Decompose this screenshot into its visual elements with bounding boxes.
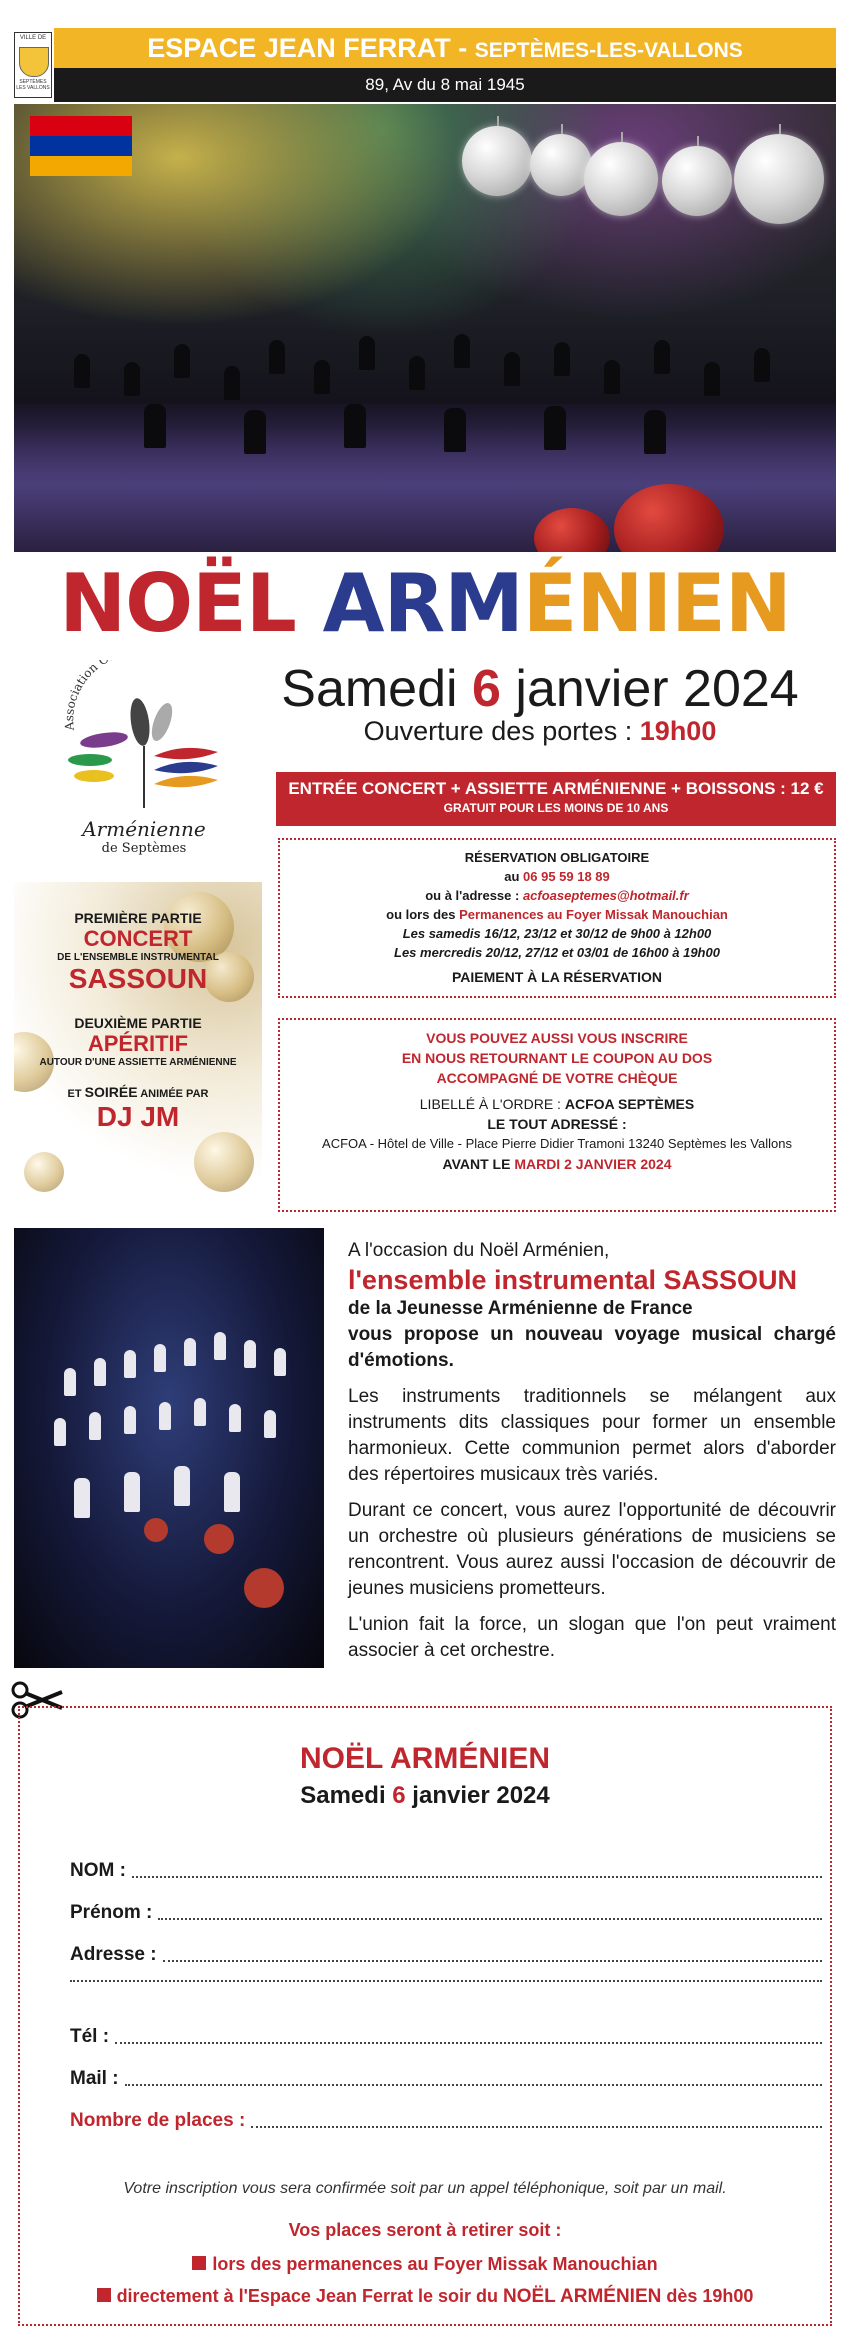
- part1-name: SASSOUN: [68, 963, 208, 994]
- flag-stripe-red: [30, 116, 132, 136]
- article-lead: vous propose un nouveau voyage musical chargé d'émotions.: [348, 1324, 836, 1371]
- pickup-option-2: [20, 2286, 830, 2308]
- adresse-field[interactable]: [70, 1944, 822, 1966]
- nom-field[interactable]: [70, 1860, 822, 1882]
- part3-line: [14, 1084, 262, 1100]
- pickup2-prefix: directement à l'Espace Jean Ferrat le soir du: [116, 2286, 503, 2306]
- event-title: [14, 557, 836, 650]
- ensemble-photo: [14, 1228, 324, 1668]
- silver-ornament-icon: [530, 134, 592, 196]
- confirmation-note: Votre inscription vous sera confirmée soit par un appel téléphonique, soit par un mail.: [123, 2180, 727, 2197]
- performer-silhouette: [224, 1472, 240, 1512]
- article-intro: A l'occasion du Noël Arménien,: [348, 1240, 610, 1261]
- bullet-square-icon: [192, 2256, 206, 2270]
- silver-ornament-icon: [662, 146, 732, 216]
- performer-silhouette: [124, 1472, 140, 1512]
- adresse-line[interactable]: [163, 1960, 822, 1962]
- doors-label: Ouverture des portes :: [363, 716, 640, 746]
- prenom-field[interactable]: [70, 1902, 822, 1924]
- email-prefix: ou à l'adresse :: [425, 888, 523, 903]
- inscription-line2: EN NOUS RETOURNANT LE COUPON AU DOS: [401, 1050, 713, 1066]
- nom-label: NOM :: [70, 1860, 126, 1881]
- bullet-square-icon: [97, 2288, 111, 2302]
- silver-ornament-icon: [734, 134, 824, 224]
- pickup-title: Vos places seront à retirer soit :: [288, 2220, 562, 2240]
- musician-silhouette: [409, 356, 425, 390]
- adresse-field-2[interactable]: [70, 1980, 822, 1986]
- reservation-email[interactable]: acfoaseptemes@hotmail.fr: [522, 888, 689, 903]
- part1-title: CONCERT: [83, 926, 193, 951]
- reservation-phone-line: [280, 867, 834, 886]
- musician-silhouette: [344, 404, 366, 448]
- order-line: [280, 1094, 834, 1114]
- gold-ornament-icon: [24, 1152, 64, 1192]
- association-logo: [44, 660, 244, 870]
- performer-silhouette: [89, 1412, 101, 1440]
- order-label: LIBELLÉ À L'ORDRE :: [419, 1096, 565, 1112]
- adresse-label: Adresse :: [70, 1944, 157, 1965]
- association-place: de Septèmes: [101, 841, 187, 856]
- tel-field[interactable]: [70, 2026, 822, 2048]
- musician-silhouette: [604, 360, 620, 394]
- program-panel: [14, 882, 262, 1208]
- silver-ornament-icon: [584, 142, 658, 216]
- header-title-bar: [54, 28, 836, 68]
- association-emblem-icon: [44, 660, 244, 810]
- musician-silhouette: [174, 344, 190, 378]
- performer-silhouette: [154, 1344, 166, 1372]
- musician-silhouette: [704, 362, 720, 396]
- reservation-saturdays: Les samedis 16/12, 23/12 et 30/12 de 9h00 à 12h00: [402, 926, 712, 941]
- deadline-date: MARDI 2 JANVIER 2024: [514, 1156, 672, 1172]
- gold-ornament-icon: [194, 1132, 254, 1192]
- inscription-line1: VOUS POUVEZ AUSSI VOUS INSCRIRE: [426, 1030, 688, 1046]
- musician-silhouette: [224, 366, 240, 400]
- part2-label: DEUXIÈME PARTIE: [74, 1015, 202, 1031]
- reservation-box: [278, 838, 836, 998]
- coat-of-arms-icon: [19, 47, 49, 77]
- town-logo: [14, 32, 52, 98]
- pickup-option-1: [20, 2254, 830, 2275]
- logo-text-bottom: SEPTÈMES LES VALLONS: [16, 79, 50, 91]
- adresse-line-2[interactable]: [70, 1980, 822, 1982]
- performer-silhouette: [74, 1478, 90, 1518]
- performer-silhouette: [54, 1418, 66, 1446]
- inscription-line3: ACCOMPAGNÉ DE VOTRE CHÈQUE: [436, 1070, 678, 1086]
- armenian-flag-icon: [30, 116, 132, 176]
- coupon-title: NOËL ARMÉNIEN: [299, 1742, 551, 1775]
- doors-time: 19h00: [639, 716, 717, 746]
- reservation-payment: PAIEMENT À LA RÉSERVATION: [451, 969, 662, 985]
- perm-prefix: ou lors des: [386, 907, 460, 922]
- musician-silhouette: [144, 404, 166, 448]
- coupon-date: [20, 1782, 830, 1810]
- association-name: Arménienne: [82, 817, 206, 841]
- city-name: SEPTÈMES-LES-VALLONS: [474, 39, 743, 62]
- places-label: Nombre de places :: [70, 2110, 246, 2131]
- article-paragraph-3: L'union fait la force, un slogan que l'on peut vraiment associer à cet orchestre.: [348, 1614, 836, 1661]
- coupon-date-prefix: Samedi: [300, 1782, 393, 1809]
- header-address-bar: [54, 68, 836, 102]
- performer-silhouette: [124, 1406, 136, 1434]
- performer-silhouette: [229, 1404, 241, 1432]
- tel-label: Tél :: [70, 2026, 110, 2047]
- registration-coupon: [18, 1706, 832, 2326]
- musician-silhouette: [269, 340, 285, 374]
- entry-free-note: GRATUIT POUR LES MOINS DE 10 ANS: [443, 801, 669, 815]
- musician-silhouette: [654, 340, 670, 374]
- pickup1-text: lors des permanences au Foyer Missak Manouchian: [212, 2254, 658, 2274]
- performer-silhouette: [64, 1368, 76, 1396]
- coupon-date-suffix: janvier 2024: [405, 1782, 550, 1809]
- musician-silhouette: [644, 410, 666, 454]
- orchestra-photo: [14, 104, 836, 552]
- silver-ornament-icon: [462, 126, 532, 196]
- musician-silhouette: [454, 334, 470, 368]
- places-field[interactable]: [70, 2110, 822, 2132]
- reservation-wednesdays: Les mercredis 20/12, 27/12 et 03/01 de 16h00 à 19h00: [394, 945, 720, 960]
- musician-silhouette: [444, 408, 466, 452]
- deadline-prefix: AVANT LE: [442, 1156, 515, 1172]
- header-title: [54, 28, 836, 73]
- performer-silhouette: [124, 1350, 136, 1378]
- pickup2-suffix: dès 19h00: [661, 2286, 754, 2306]
- article-paragraph-2: Durant ce concert, vous aurez l'opportunité de découvrir un orchestre où plusieurs générations de musiciens se rencontrent. Vous aurez aussi l'occasion de découvrir de jeunes musiciens prometteurs.: [348, 1500, 836, 1599]
- places-line[interactable]: [251, 2126, 822, 2128]
- address-title: LE TOUT ADRESSÉ :: [487, 1116, 627, 1132]
- performer-silhouette: [274, 1348, 286, 1376]
- logo-text-top: VILLE DE: [19, 35, 47, 41]
- musician-silhouette: [554, 342, 570, 376]
- prenom-line[interactable]: [158, 1918, 822, 1920]
- musician-silhouette: [359, 336, 375, 370]
- postal-address: ACFOA - Hôtel de Ville - Place Pierre Didier Tramoni 13240 Septèmes les Vallons: [322, 1136, 792, 1151]
- venue-address: 89, Av du 8 mai 1945: [365, 75, 525, 94]
- drum-icon: [144, 1518, 168, 1542]
- title-word-enien: ÉNIEN: [522, 557, 791, 650]
- venue-name: ESPACE JEAN FERRAT: [147, 33, 451, 63]
- part3-bold: SOIRÉE: [84, 1084, 138, 1100]
- performer-silhouette: [214, 1332, 226, 1360]
- entry-price-banner: [276, 772, 836, 826]
- concert-description: [348, 1238, 836, 1674]
- part2-title: APÉRITIF: [87, 1031, 189, 1056]
- performer-silhouette: [159, 1402, 171, 1430]
- doors-opening: [255, 716, 825, 747]
- musician-silhouette: [314, 360, 330, 394]
- pickup2-bold: NOËL ARMÉNIEN: [503, 2286, 662, 2307]
- part3-prefix: ET: [67, 1088, 85, 1100]
- mail-field[interactable]: [70, 2068, 822, 2090]
- part1-label: PREMIÈRE PARTIE: [74, 910, 202, 926]
- deadline-line: [280, 1154, 834, 1174]
- mail-line[interactable]: [125, 2084, 822, 2086]
- musician-silhouette: [124, 362, 140, 396]
- date-prefix: Samedi: [281, 660, 473, 718]
- event-date: [255, 658, 825, 720]
- part1-sub: DE L'ENSEMBLE INSTRUMENTAL: [57, 952, 219, 963]
- performer-silhouette: [194, 1398, 206, 1426]
- musician-silhouette: [74, 354, 90, 388]
- performer-silhouette: [174, 1466, 190, 1506]
- association-arc-text: Association: [62, 660, 101, 732]
- reservation-perm-line: [280, 905, 834, 924]
- prenom-label: Prénom :: [70, 1902, 153, 1923]
- article-paragraph-1: Les instruments traditionnels se mélangent aux instruments dits classiques pour former un ensemble harmonieux. Cette communion permet alors d'aborder des répertoires musicaux très variés.: [348, 1386, 836, 1485]
- musician-silhouette: [244, 410, 266, 454]
- musician-silhouette: [754, 348, 770, 382]
- reservation-email-line: [280, 886, 834, 905]
- tel-line[interactable]: [115, 2042, 822, 2044]
- part3-suffix: ANIMÉE PAR: [137, 1088, 209, 1100]
- flag-stripe-orange: [30, 156, 132, 176]
- order-value: ACFOA SEPTÈMES: [564, 1096, 695, 1112]
- date-suffix: janvier 2024: [500, 660, 799, 718]
- reservation-phone[interactable]: 06 95 59 18 89: [523, 869, 610, 884]
- musician-silhouette: [504, 352, 520, 386]
- reservation-title: RÉSERVATION OBLIGATOIRE: [464, 850, 650, 865]
- article-ensemble: l'ensemble instrumental SASSOUN: [348, 1265, 798, 1295]
- musician-silhouette: [544, 406, 566, 450]
- part2-sub: AUTOUR D'UNE ASSIETTE ARMÉNIENNE: [39, 1057, 237, 1068]
- drum-icon: [244, 1568, 284, 1608]
- article-org: de la Jeunesse Arménienne de France: [348, 1298, 693, 1319]
- performer-silhouette: [244, 1340, 256, 1368]
- title-separator: -: [450, 33, 475, 63]
- performer-silhouette: [94, 1358, 106, 1386]
- entry-price: ENTRÉE CONCERT + ASSIETTE ARMÉNIENNE + BOISSONS : 12 €: [288, 779, 824, 798]
- phone-prefix: au: [504, 869, 524, 884]
- inscription-box: [278, 1018, 836, 1212]
- performer-silhouette: [184, 1338, 196, 1366]
- flag-stripe-blue: [30, 136, 132, 156]
- reservation-perm: Permanences au Foyer Missak Manouchian: [459, 907, 728, 922]
- part3-name: DJ JM: [96, 1101, 180, 1132]
- nom-line[interactable]: [132, 1876, 822, 1878]
- title-word-noel: NOËL: [59, 557, 296, 650]
- title-word-arm: ARM: [322, 557, 523, 650]
- drum-icon: [204, 1524, 234, 1554]
- performer-silhouette: [264, 1410, 276, 1438]
- mail-label: Mail :: [70, 2068, 119, 2089]
- coupon-date-day: 6: [392, 1782, 406, 1809]
- date-day: 6: [472, 660, 501, 718]
